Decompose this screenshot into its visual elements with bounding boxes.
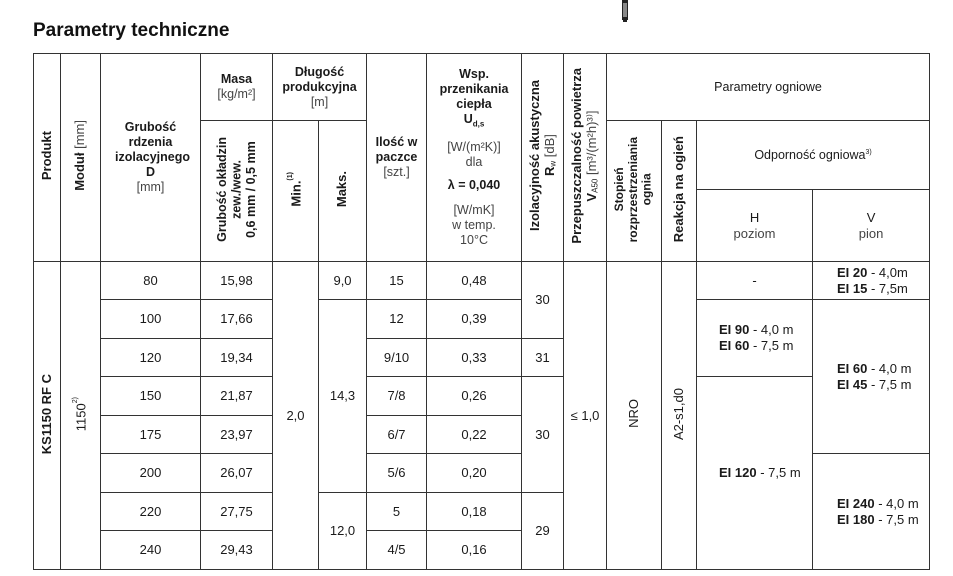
header-grubosc-rdzenia: Grubość rdzenia izolacyjnego D [mm] xyxy=(101,54,201,262)
modul-value: 1150$^{2)}$ xyxy=(61,262,101,570)
cell-masa: 23,97 xyxy=(201,416,273,454)
fire-h-1: - xyxy=(697,262,813,300)
cell-ilosc: 7/8 xyxy=(367,377,427,416)
table-row xyxy=(34,262,930,300)
table-row xyxy=(34,377,930,416)
header-stopien: Stopień rozprzestrzeniania ognia xyxy=(607,121,662,262)
product-name: KS1150 RF C xyxy=(34,262,61,570)
izol-value: 30 xyxy=(522,262,564,339)
header-reakcja: Reakcja na ogień xyxy=(662,121,697,262)
cell-ilosc: 15 xyxy=(367,262,427,300)
header-modul: Moduł [mm] xyxy=(61,54,101,262)
header-v: V pion xyxy=(813,190,930,262)
cell-ilosc: 5/6 xyxy=(367,454,427,493)
header-grubosc-okladzin: Grubość okładzin zew./wew. 0,6 mm / 0,5 mm xyxy=(201,121,273,262)
fire-v-3: EI 240 - 4,0 m EI 180 - 7,5 m xyxy=(813,454,930,570)
maks-value: 14,3 xyxy=(319,300,367,493)
header-ilosc: Ilość w paczce [szt.] xyxy=(367,54,427,262)
izol-value: 31 xyxy=(522,339,564,377)
fire-h-2: EI 90 - 4,0 m EI 60 - 7,5 m xyxy=(697,300,813,377)
cell-d: 80 xyxy=(101,262,201,300)
header-produkt: Produkt xyxy=(34,54,61,262)
maks-value: 12,0 xyxy=(319,493,367,570)
fire-v-1: EI 20 - 4,0m EI 15 - 7,5m xyxy=(813,262,930,300)
cell-d: 120 xyxy=(101,339,201,377)
header-masa: Masa [kg/m²] xyxy=(201,54,273,121)
cell-d: 240 xyxy=(101,531,201,570)
cell-ilosc: 12 xyxy=(367,300,427,339)
cell-ilosc: 9/10 xyxy=(367,339,427,377)
cell-u: 0,48 xyxy=(427,262,522,300)
cell-u: 0,33 xyxy=(427,339,522,377)
cell-ilosc: 4/5 xyxy=(367,531,427,570)
izol-value: 30 xyxy=(522,377,564,493)
header-przepuszczalnosc: Przepuszczalność powietrza $V_{A50}$ [m³/(m²h)³⁾] xyxy=(564,54,607,262)
cell-ilosc: 6/7 xyxy=(367,416,427,454)
cell-ilosc: 5 xyxy=(367,493,427,531)
reakcja-value: A2-s1,d0 xyxy=(662,262,697,570)
cell-masa: 21,87 xyxy=(201,377,273,416)
przep-value: ≤ 1,0 xyxy=(564,262,607,570)
fire-v-2: EI 60 - 4,0 m EI 45 - 7,5 m xyxy=(813,300,930,454)
fire-h-3: EI 120 - 7,5 m xyxy=(697,377,813,570)
header-odpornosc: Odporność ogniowa$^{3)}$ xyxy=(697,121,930,190)
marker-icon xyxy=(620,0,630,22)
cell-masa: 27,75 xyxy=(201,493,273,531)
technical-parameters-table xyxy=(33,53,930,570)
cell-u: 0,22 xyxy=(427,416,522,454)
cell-d: 200 xyxy=(101,454,201,493)
stopien-value: NRO xyxy=(607,262,662,570)
header-dlugosc: Długość produkcyjna [m] xyxy=(273,54,367,121)
maks-value: 9,0 xyxy=(319,262,367,300)
min-value: 2,0 xyxy=(273,262,319,570)
cell-masa: 29,43 xyxy=(201,531,273,570)
header-h: H poziom xyxy=(697,190,813,262)
header-maks: Maks. xyxy=(319,121,367,262)
header-izolacyjnosc: Izolacyjność akustyczna $R_w$ [dB] xyxy=(522,54,564,262)
cell-u: 0,20 xyxy=(427,454,522,493)
cell-u: 0,26 xyxy=(427,377,522,416)
cell-u: 0,39 xyxy=(427,300,522,339)
header-parametry-ogniowe: Parametry ogniowe xyxy=(607,54,930,121)
cell-masa: 26,07 xyxy=(201,454,273,493)
cell-masa: 15,98 xyxy=(201,262,273,300)
cell-d: 175 xyxy=(101,416,201,454)
page-title: Parametry techniczne xyxy=(33,20,230,41)
izol-value: 29 xyxy=(522,493,564,570)
cell-masa: 17,66 xyxy=(201,300,273,339)
header-min: Min.$^{(1)}$ xyxy=(273,121,319,262)
cell-d: 150 xyxy=(101,377,201,416)
cell-masa: 19,34 xyxy=(201,339,273,377)
cell-u: 0,18 xyxy=(427,493,522,531)
cell-d: 220 xyxy=(101,493,201,531)
header-wsp: Wsp. przenikania ciepła $U_{d,s}$ [W/(m²K)] dla λ = 0,040 [W/mK] w temp. 10°C xyxy=(427,54,522,262)
cell-d: 100 xyxy=(101,300,201,339)
table-row xyxy=(34,300,930,339)
cell-u: 0,16 xyxy=(427,531,522,570)
